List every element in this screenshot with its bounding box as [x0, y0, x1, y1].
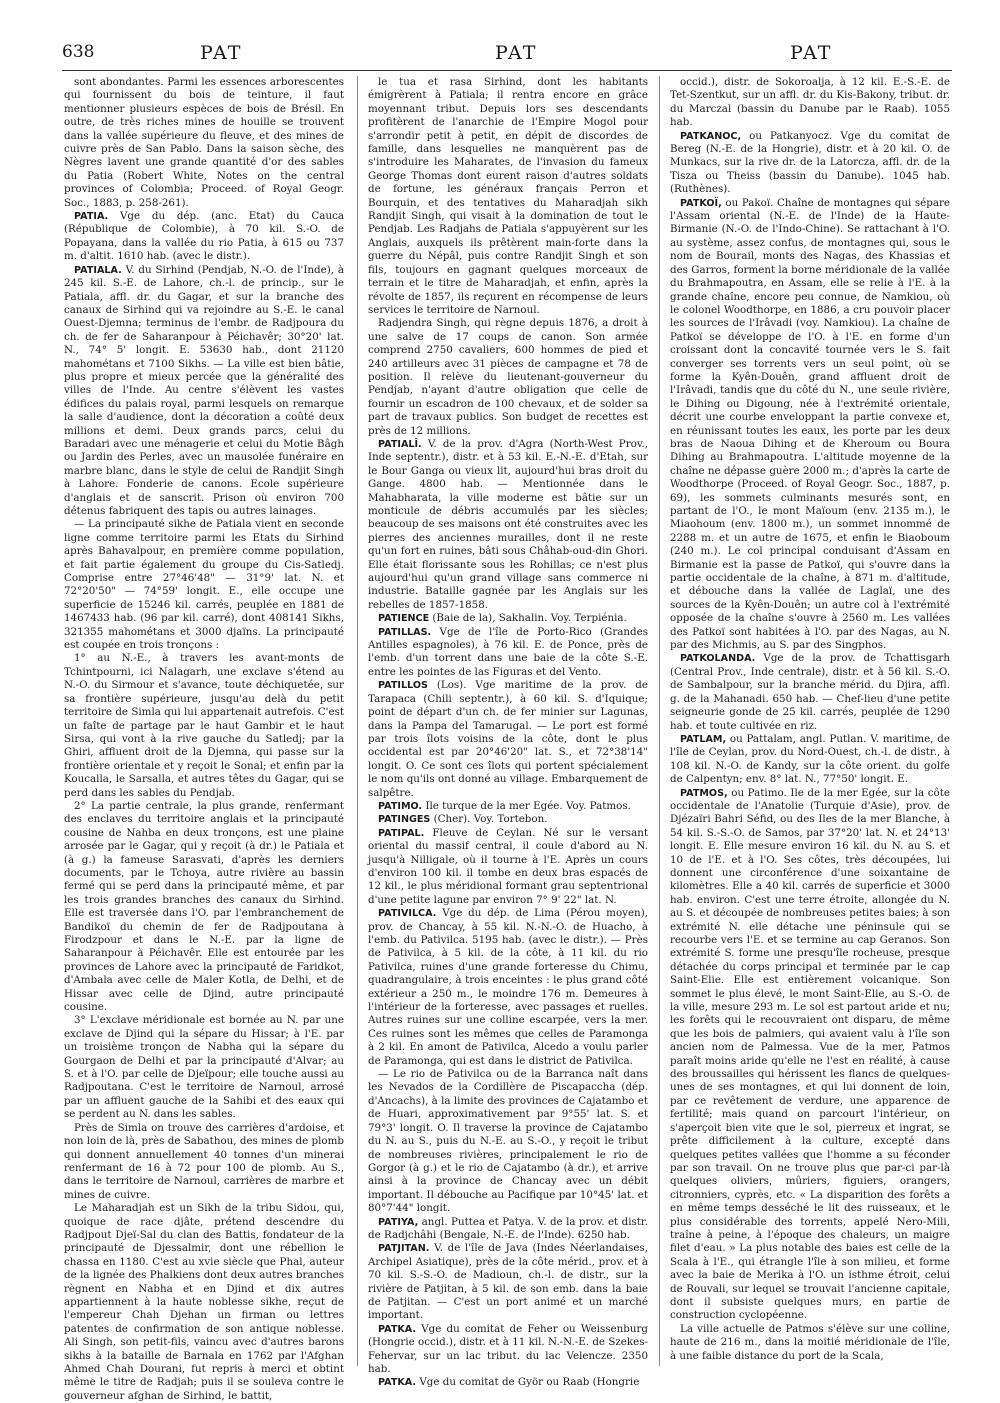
- entry-text: V. de l'île de Java (Indes Néerlandaises, Archipel Asiatique), près de la côte mérid., prov. et à 70 kil. S.-S.-O. de Madioun, ch.-l. de distr., sur la rivière de Patjitan, à 5 kil. de son emb. dans la baie de Patjitan. — C'est un port animé et un marché important.: [368, 1242, 648, 1322]
- text-paragraph: [64, 76, 344, 210]
- entry-text: (Baie de la), Sakhalin. Voy. Terpiénia.: [432, 612, 627, 625]
- text-paragraph: [670, 76, 950, 130]
- entry-text: Vge du comitat de Györ ou Raab (Hongrie: [419, 1376, 640, 1389]
- running-head-center: PAT: [495, 42, 538, 64]
- dictionary-entry: [368, 907, 648, 1068]
- entry-headword: PATIENCE: [378, 613, 430, 625]
- dictionary-entry: [64, 210, 344, 264]
- entry-text: Ile turque de la mer Egée. Voy. Patmos.: [425, 799, 631, 812]
- text-column-2: [368, 76, 648, 1389]
- dictionary-entry: [368, 626, 648, 680]
- entry-text: le tua et rasa Sirhind, dont les habitants émigrèrent à Patiala; il rentra encore en grâce moyennant tribut. Depuis lors ses descendants profitèrent de l'anarchie de l'Empire Mogol pour s'arrondir petit à petit, en dépit de discordes de famille, dans lesquelles ne manquèrent pas de s'introduire les Maharates, de l'invasion du fameux George Thomas dont eurent raison d'autres soldats de fortune, les généraux français Perron et Bourquin, et des tentatives du Maharadjah sikh Randjit Singh, qui visait à la domination de tout le Pendjab. Les Radjahs de Patiala s'appuyèrent sur les Anglais, auxquels ils prêtèrent main-forte dans la guerre du Népâl, puis contre Randjit Singh et son fils, toujours en gagnant quelques morceaux de terrain et le titre de Maharadjah, et enfin, après la révolte de 1857, ils reçurent en récompense de leurs services le territoire de Narnoul.: [368, 76, 648, 316]
- entry-text: (Cher). Voy. Tortebon.: [433, 813, 548, 826]
- entry-headword: PATLAM,: [680, 733, 727, 745]
- text-paragraph: [64, 652, 344, 799]
- text-column-1: [64, 76, 344, 1402]
- text-paragraph: [368, 317, 648, 438]
- entry-headword: PATINGES: [378, 814, 431, 826]
- dictionary-entry: [368, 1376, 648, 1389]
- text-paragraph: [368, 1068, 648, 1215]
- entry-headword: PATKOÏ,: [680, 197, 722, 209]
- header-rule: [62, 70, 952, 71]
- entry-text: La ville actuelle de Patmos s'élève sur une colline, haute de 216 m., dans la moitié méridionale de l'île, à une faible distance du port de la Scala,: [670, 1322, 950, 1362]
- column-separator: [357, 76, 358, 1366]
- dictionary-entry: [368, 612, 648, 625]
- entry-text: angl. Puttea et Patya. V. de la prov. et distr. de Radjchâhi (Bengale, N.-E. de l'Inde). 6250 hab.: [368, 1215, 648, 1241]
- entry-text: 2° La partie centrale, la plus grande, renfermant des enclaves du territoire anglais et la principauté cousine de Nahba en deux tronçons, est une plaine arrosée par le Gagar, qui y reçoit (à dr.) le Patiala et (à g.) la fameuse Sarasvati, d'après les derniers documents, par le Tchoya, autre rivière au bassin fermé qui se perd dans la principauté même, et par les trois grandes branches des canaux du Sirhind. Elle est traversée dans l'O. par l'embranchement de Bandikoï du chemin de fer de Radjpoutana à Firodzpour et dans le N.-E. par la ligne de Saharanpour à Péichavêr. Elle est entourée par les provinces de Lahore avec la principauté de Faridkot, d'Ambala avec celle de Maler Kotla, de Delhi, et de Hissar avec celle de Djind, autre principauté cousine.: [64, 799, 344, 1014]
- entry-text: 1° au N.-E., à travers les avant-monts de Tchintpourni, ici Nalagarh, une exclave s'étend au N.-O. du Sirmour et s'avance, toute déchiquetée, sur sa frontière supérieure, jusqu'au delà du petit territoire de Simla qui lui appartenait autrefois. C'est un faîte de partage par le haut Gambir et le haut Sirsa, qui vont à la rive gauche du Satledj; par la Ghiri, affluent droit de la Djemna, qui passe sur la frontière orientale et y reçoit le Sonal; et enfin par la Koucalla, le Sarsalla, et autres têtes du Gagar, qui se perd dans les sables du Pendjab.: [64, 652, 344, 799]
- text-column-3: [670, 76, 950, 1366]
- page-header: [0, 42, 1000, 68]
- dictionary-entry: [368, 679, 648, 800]
- text-paragraph: [64, 518, 344, 652]
- entry-headword: PATMOS,: [680, 787, 728, 799]
- entry-text: Vge du comitat de Feher ou Weissenburg (Hongrie occid.), distr. et à 11 kil. N.-N.-E. de Szekes-Fehervar, sur un lac tribut. du lac Velencze. 2350 hab.: [368, 1322, 648, 1375]
- entry-text: V. du Sirhind (Pendjab, N.-O. de l'Inde), à 245 kil. S.-E. de Lahore, ch.-l. de princip., sur le Patiala, affl. dr. du Gagar, et sur la branche des canaux de Sirhind qui va rejoindre au S.-E. le canal Ouest-Djemna; terminus de l'embr. de Radjpoura du ch. de fer de Saharanpour à Péichavêr; 30°20' lat. N., 74° 5' longit. E. 53630 hab., dont 21120 mahométans et 7100 Sikhs. — La ville est bien bâtie, plus propre et mieux percée que la généralité des villes de l'Inde. Au centre s'élèvent les vastes édifices du palais royal, parmi lesquels on remarque la salle d'audience, dont la décoration a coûté deux millions et demi. Deux grands parcs, celui du Baradari avec une ménagerie et celui du Motie Bâgh ou Jardin des Perles, avec un mausolée funéraire en marbre blanc, dans le style de celui de Randjit Singh à Lahore. Fonderie de canons. Ecole supérieure d'anglais et de sanscrit. Prison où environ 700 détenus fabriquent des tapis ou autres lainages.: [64, 263, 344, 517]
- dictionary-entry: [368, 1242, 648, 1322]
- text-paragraph: [64, 1202, 344, 1403]
- entry-headword: PATIVILCA.: [378, 908, 437, 920]
- entry-text: Vge du dép. (anc. Etat) du Cauca (République de Colombie), à 70 kil. S.-O. de Popayana, dans la vallée du rio Patia, à 615 ou 737 m. d'altit. 1610 hab. (avec le distr.).: [64, 210, 344, 263]
- dictionary-entry: [368, 813, 648, 826]
- entry-text: Vge de l'île de Porto-Rico (Grandes Antilles espagnoles), à 76 kil. E. de Ponce, près de l'emb. d'un torrent dans une baie de la côte S.-E. entre les pointes de las Figuras et del Vento.: [368, 625, 648, 678]
- entry-text: Fleuve de Ceylan. Né sur le versant oriental du massif central, il coule d'abord au N. jusqu'à Nilligale, où il tourne à l'E. Après un cours d'environ 100 kil. il tombe en deux bras espacés de 12 kil., le plus méridional formant grau septentrional d'une petite lagune par environ 7° 9' 22" lat. N.: [368, 826, 648, 906]
- entry-text: — La principauté sikhe de Patiala vient en seconde ligne comme territoire parmi les Etats du Sirhind après Bahavalpour, en première comme population, et fait partie également du groupe du Cis-Satledj. Comprise entre 27°46'48" — 31°9' lat. N. et 72°20'50" — 74°59' longit. E., elle occupe une superficie de 15246 kil. carrés, peuplée en 1881 de 1467433 hab. (96 par kil. carré), dont 408141 Sikhs, 321355 mahométans et 3000 djaïns. La principauté est coupée en trois tronçons :: [64, 518, 344, 652]
- entry-headword: PATIALÎ.: [378, 438, 422, 450]
- entry-text: ou Patkanyocz. Vge du comitat de Bereg (N.-E. de la Hongrie), distr. et à 20 kil. O. de Munkacs, sur la rive dr. de la Latorcza, affl. dr. de la Tisza ou Theiss (bassin du Danube). 1045 hab. (Ruthènes).: [670, 129, 950, 196]
- entry-headword: PATIPAL.: [378, 827, 425, 839]
- text-paragraph: [64, 800, 344, 1015]
- dictionary-entry: [368, 1216, 648, 1243]
- dictionary-entry: [64, 264, 344, 519]
- dictionary-entry: [670, 652, 950, 732]
- entry-headword: PATILLOS: [378, 680, 428, 692]
- column-separator: [659, 76, 660, 1366]
- entry-headword: PATIA.: [74, 211, 109, 223]
- dictionary-entry: [670, 197, 950, 653]
- entry-text: Près de Simla on trouve des carrières d'ardoise, et non loin de là, près de Sabathou, des mines de plomb qui donnent annuellement 40 tonnes d'un minerai renfermant de 16 à 72 pour 100 de plomb. Au S., dans le territoire de Narnoul, carrières de marbre et mines de cuivre.: [64, 1121, 344, 1201]
- running-head-left: PAT: [200, 42, 243, 64]
- entry-text: sont abondantes. Parmi les essences arborescentes qui fournissent du bois de teinture, il faut mentionner plusieurs espèces de bois de Brésil. En outre, de très riches mines de houille se trouvent dans la vallée supérieure du fleuve, et des mines de cuivre près de San Pablo. Dans la saison sèche, des Nègres lavent une grande quantité d'or des sables du Patia (Robert White, Notes on the central provinces of Colombia; Proceed. of Royal Geogr. Soc., 1883, p. 258-261).: [64, 76, 344, 209]
- entry-headword: PATIYA,: [378, 1216, 419, 1228]
- dictionary-entry: [670, 130, 950, 197]
- dictionary-entry: [368, 827, 648, 907]
- entry-text: Le Maharadjah est un Sikh de la tribu Sidou, qui, quoique de race djâte, prétend descendre du Radjpout Djeï-Sal du clan des Battis, fondateur de la principauté de Djessalmir, dont une rébellion le chassa en 1180. C'est au xvie siècle que Phal, auteur de la lignée des Phalkiens dont deux autres branches règnent en Nabha et en Djind et dix autres appartiennent à la haute noblesse sikhe, reçut de l'empereur Chah Djehan un firman ou lettres patentes de confirmation de son antique noblesse. Ali Singh, son petit-fils, vaincu avec d'autres barons sikhs à la bataille de Barnala en 1762 par l'Afghan Ahmed Chah Dourani, fut repris à merci et obtint même le titre de Radjah; puis il se souleva contre le gouverneur afghan de Sirhind, le battit,: [64, 1202, 344, 1402]
- entry-text: ou Patimo. Ile de la mer Egée, sur la côte occidentale de l'Anatolie (Turquie d'Asie), prov. de Djézaïri Bahri Séfid, ou des Iles de la mer Blanche, à 54 kil. S.-S.-O. de Samos, par 37°20' lat. N. et 24°13' longit. E. Elle mesure environ 16 kil. du N. au S. et 10 de l'E. et à l'O. Ses côtes, très découpées, lui donnent une circonférence d'une soixantaine de kilomètres. Elle a 40 kil. carrés de superficie et 3000 hab. environ. C'est une terre étroite, allongée du N. au S. et découpée de nombreuses petites baies; à son extrémité N. elle détache une péninsule qui se recourbe vers l'E. et se termine au cap Geranos. Son extrémité S. forme une presqu'île rocheuse, presque détachée du corps principal et terminée par le cap Saint-Elie. Elle est entièrement volcanique. Son sommet le plus élevé, le mont Saint-Elie, au S.-O. de la ville, mesure 293 m. Le sol est partout aride et nu; les forêts qui le recouvraient ont disparu, de même que les bois de palmiers, qui avaient valu à l'île son ancien nom de Palmessa. Vue de la mer, Patmos paraît moins aride qu'elle ne l'est en réalité, à cause des broussailles qui hérissent les flancs de quelques-unes de ses montagnes, et qui lui donnent de loin, par ce revêtement de verdure, une apparence de fertilité; mais quand on parcourt l'intérieur, on s'aperçoit bien vite que le sol, pierreux et ingrat, se prête difficilement à la culture, excepté dans quelques petites vallées que l'homme a su féconder par son travail. On ne trouve plus que par-ci par-là quelques oliviers, mûriers, figuiers, orangers, citronniers, cyprès, etc. « La disparition des forêts a en même temps desséché le lit des ruisseaux, et le plus considérable des torrents, appelé Nero-Mili, traîne à peine, à l'époque des chaleurs, un maigre filet d'eau. » La plus notable des baies est celle de la Scala à l'E., qui étrangle l'île à son milieu, et forme avec la baie de Merika à l'O. un isthme étroit, celui de Rouvali, sur lequel se trouvait l'ancienne capitale, dont il subsiste quelques murs, en partie de construction cyclopéenne.: [670, 786, 950, 1322]
- running-head-right: PAT: [790, 42, 833, 64]
- text-paragraph: [64, 1122, 344, 1202]
- entry-headword: PATIMO.: [378, 800, 423, 812]
- entry-text: 3° L'exclave méridionale est bornée au N. par une exclave de Djind qui la sépare du Hissar; à l'E. par un troisième tronçon de Nabha qui la sépare du Gourgaon de Delhi et par la principauté d'Alvar; au S. et à l'O. par celle de Djeïpour; elle touche aussi au Radjpoutana. C'est le territoire de Narnoul, arrosé par un affluent gauche de la Sahibi et des eaux qui se perdent au N. dans les sables.: [64, 1014, 344, 1121]
- dictionary-entry: [368, 800, 648, 813]
- dictionary-entry: [670, 733, 950, 787]
- entry-text: (Los). Vge maritime de la prov. de Tarapaca (Chili septentr.), à 60 kil. S. d'Iquique; point de départ d'un ch. de fer minier sur Lagunas, dans la Pampa del Tamarugal. — Le port est formé par trois îlots voisins de la côte, dont le plus occidental est par 20°46'20" lat. S., et 72°38'14" longit. O. Ce sont ces îlots qui portent spécialement le nom qu'ils ont donné au village. Embarquement de salpêtre.: [368, 679, 648, 799]
- entry-text: occid.), distr. de Sokoroalja, à 12 kil. E.-S.-E. de Tet-Szentkut, sur un affl. dr. du Kis-Bakony, tribut. dr. du Marczal (bassin du Danube par le Raab). 1055 hab.: [670, 76, 950, 129]
- text-paragraph: [670, 1323, 950, 1363]
- entry-text: V. de la prov. d'Agra (North-West Prov., Inde septentr.), distr. et à 53 kil. E.-N.-E. d'Etah, sur le Bour Ganga ou vieux lit, aujourd'hui bras droit du Gange. 4800 hab. — Mentionnée dans le Mahabharata, la ville moderne est bâtie sur un monticule de débris accumulés par les siècles; beaucoup de ses maisons ont été construites avec les pierres des anciennes murailles, dont il ne reste qu'un fort en ruines, bâti sous Châhab-oud-din Ghori. Elle était florissante sous les Rohillas; ce n'est plus aujourd'hui qu'un grand village sans commerce ni industrie. Bataille gagnée par les Anglais sur les rebelles de 1857-1858.: [368, 437, 648, 611]
- dictionary-entry: [368, 438, 648, 612]
- entry-headword: PATKOLANDA.: [680, 653, 756, 665]
- text-paragraph: [64, 1014, 344, 1121]
- dictionary-entry: [368, 1323, 648, 1377]
- text-paragraph: [368, 76, 648, 317]
- page-number: 638: [62, 42, 95, 62]
- entry-headword: PATKA.: [378, 1377, 417, 1389]
- entry-headword: PATKANOC,: [680, 130, 742, 142]
- entry-headword: PATJITAN.: [378, 1243, 430, 1255]
- entry-text: ou Pakoï. Chaîne de montagnes qui sépare l'Assam oriental (N.-E. de l'Inde) de la Haute-Birmanie (N.-O. de l'Indo-Chine). Se rattachant à l'O. au système, assez confus, de montagnes qui, sous le nom de Bourail, monts des Nagas, des Khassias et des Garros, forment la borne méridionale de la vallée du Brahmapoutra, en Assam, elle se relie à l'E. à la grande chaîne, encore peu connue, de Namkiou, où le colonel Woodthorpe, en 1886, a cru pouvoir placer les sources de l'Irâvadi (voy. Namkiou). La chaîne de Patkoï se développe de l'O. à l'E. en forme d'un croissant dont la concavité tournée vers le S. fait converger ses torrents vers un seul point, où se forme la Kyên-Douên, grand affluent droit de l'Irâvadi, tandis que du côté du N., une seule rivière, le Dihing ou Digoung, née à l'extrémité orientale, décrit une courbe enveloppant la partie convexe et, en réunissant toutes les eaux, les porte par les deux bras de Naoua Dihing et de Kheroum ou Boura Dihing au Brahmapoutra. L'altitude moyenne de la chaîne ne dépasse guère 2000 m.; d'après la carte de Woodthorpe (Proceed. of Royal Geogr. Soc., 1887, p. 69), les sommets culminants mesurés sont, en partant de l'O., le mont Maïoum (env. 2135 m.), le Miaohoum (env. 1800 m.), un sommet innommé de 2288 m. et un autre de 1675, et enfin le Biaoboum (240 m.). Le col principal conduisant d'Assam en Birmanie est la passe de Patkoï, qui s'ouvre dans la partie occidentale de la chaîne, à 871 m. d'altitude, et débouche dans la vallée de Laglaï, une des sources de la Kyên-Douên; un autre col à l'extrémité opposée de la chaîne s'ouvre à 2560 m. Les vallées des Patkoï sont habitées à l'O. par des Nagas, au N. par des Michmis, au S. par des Singphos.: [670, 196, 950, 652]
- entry-headword: PATIALA.: [74, 264, 122, 276]
- entry-text: Vge de la prov. de Tchattisgarh (Central Prov., Inde centrale), distr. et à 56 kil. S.-O. de Sambalpour, sur la branche mérid. du Djira, affl. g. de la Mahanadi. 650 hab. — Chef-lieu d'une petite seigneurie gonde de 25 kil. carrés, peuplée de 1290 hab. et toute cultivée en riz.: [670, 652, 950, 732]
- entry-headword: PATKA.: [378, 1323, 417, 1335]
- entry-text: Radjendra Singh, qui règne depuis 1876, a droit à une salve de 17 coups de canon. Son armée comprend 2750 cavaliers, 600 hommes de pied et 240 artilleurs avec 31 pièces de campagne et 78 de position. Il relève du lieutenant-gouverneur du Pendjab, n'ayant d'autre obligation que celle de fournir un escadron de 100 chevaux, et de solder sa part de travaux publics. Son budget de recettes est près de 12 millions.: [368, 317, 648, 437]
- entry-headword: PATILLAS.: [378, 626, 432, 638]
- entry-text: Vge du dép. de Lima (Pérou moyen), prov. de Chancay, à 55 kil. N.-N.-O. de Huacho, à l'emb. du Pativilca. 5195 hab. (avec le distr.). — Près de Pativilca, à 5 kil. de la côte, à 11 kil. du rio Pativilca, ruines d'une grande forteresse du Chimu, quadrangulaire, à trois enceintes : le plus grand côté extérieur a 250 m., le moindre 176 m. Demeures à l'intérieur de la forteresse, avec passages et ruelles. Autres ruines sur une colline escarpée, vers la mer. Ces ruines sont les mêmes que celles de Paramonga à 2 kil. En amont de Pativilca, Alcedo a voulu parler de Paramonga, qui est dans le district de Pativilca.: [368, 907, 648, 1067]
- entry-text: ou Pattalam, angl. Putlan. V. maritime, de l'île de Ceylan, prov. du Nord-Ouest, ch.-l. de distr., à 108 kil. N.-O. de Kandy, sur la côte orient. du golfe de Calpentyn; env. 8° lat. N., 77°50' longit. E.: [670, 732, 950, 786]
- dictionary-entry: [670, 787, 950, 1323]
- entry-text: — Le rio de Pativilca ou de la Barranca naît dans les Nevados de la Cordillère de Piscapaccha (dép. d'Ancachs), à la limite des provinces de Cajatambo et de Huari, approximativement par 9°55' lat. S. et 79°3' longit. O. Il traverse la province de Cajatambo du N. au S., puis du N.-E. au S.-O., y reçoit le tribut de nombreuses rivières, principalement le rio de Gorgor (à g.) et le rio de Cajatambo (à dr.), et arrive ainsi à la province de Chancay avec un débit important. Il débouche au Pacifique par 10°45' lat. et 80°7'44" longit.: [368, 1068, 648, 1215]
